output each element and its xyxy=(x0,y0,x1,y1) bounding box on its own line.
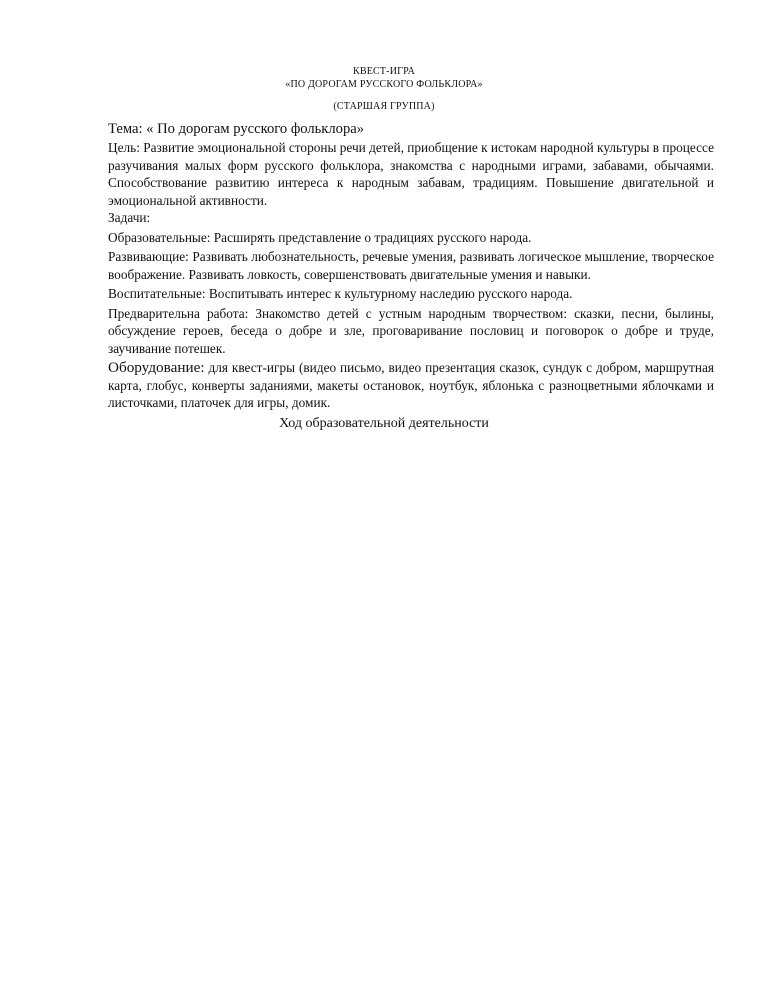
doc-group-subtitle: (СТАРШАЯ ГРУППА) xyxy=(333,101,435,112)
equipment-label: Оборудование: xyxy=(108,359,205,376)
equipment-paragraph xyxy=(108,359,714,412)
developmental-task: Развивающие: Развивать любознательность, речевые умения, развивать логическое мышление, творческое воображение. Развивать ловкость, совершенствовать двигательные умения и навыки. xyxy=(108,249,714,282)
doc-type-title: КВЕСТ-ИГРА xyxy=(352,66,416,77)
equipment-list: для квест-игры (видео письмо, видео презентация сказок, сундук с добром, маршрутная карта, глобус, конверты заданиями, макеты остановок, ноутбук, яблонька с разноцветными яблочками и листочками, платочек для игры, домик. xyxy=(108,360,714,410)
section-title: Ход образовательной деятельности xyxy=(279,416,489,431)
goal-paragraph: Цель: Развитие эмоциональной стороны речи детей, приобщение к истокам народной культуры в процессе разучивания малых форм русского фольклора, знакомства с народными играми, забавами, обычаями. Способствование развитию интереса к народным забавам, традициям. Повышение двигательной и эмоциональной активности. xyxy=(108,140,714,208)
document-body xyxy=(108,120,714,412)
preliminary-work-paragraph: Предварительна работа: Знакомство детей с устным народным творчеством: сказки, песни, былины, обсуждение героев, беседа о добре и зле, проговаривание пословиц и поговорок о добре и труде, заучивание потешек. xyxy=(108,305,714,356)
doc-main-title: «ПО ДОРОГАМ РУССКОГО ФОЛЬКЛОРА» xyxy=(285,79,483,90)
theme-line: Тема: « По дорогам русского фольклора» xyxy=(108,121,365,137)
tasks-label: Задачи: xyxy=(108,210,151,225)
upbringing-task: Воспитательные: Воспитывать интерес к культурному наследию русского народа. xyxy=(108,286,573,301)
educational-task: Образовательные: Расширять представление о традициях русского народа. xyxy=(108,229,532,245)
